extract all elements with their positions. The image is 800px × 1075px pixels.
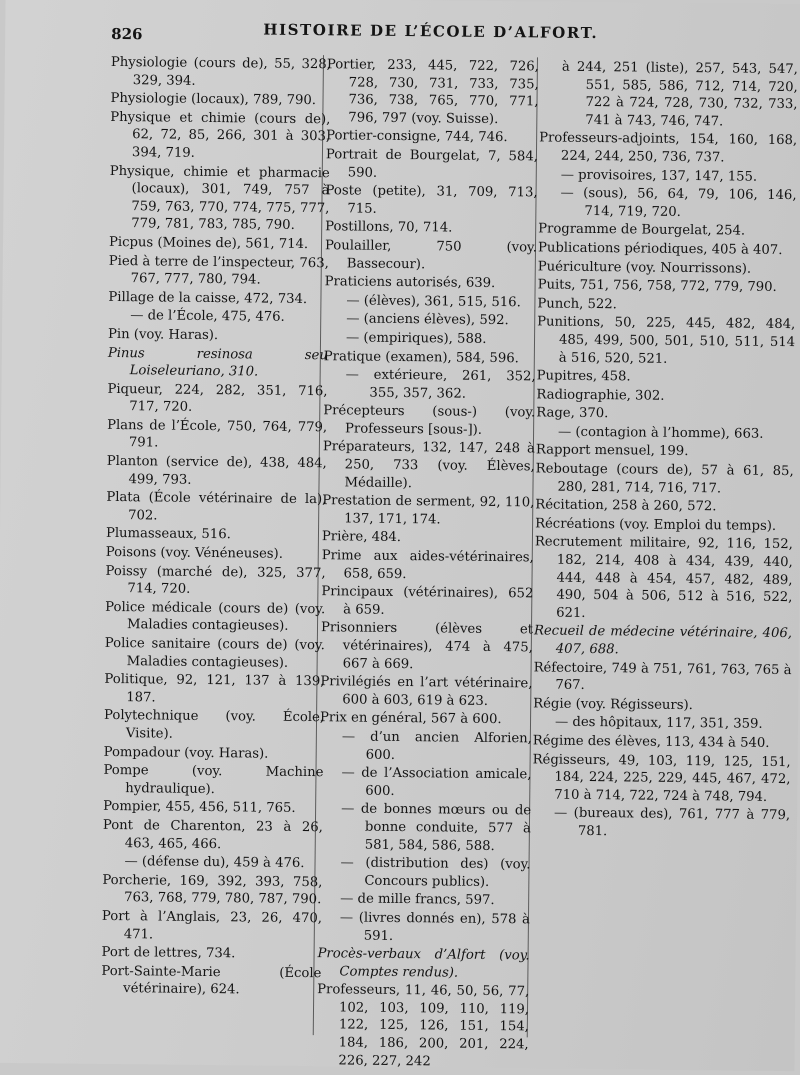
index-entry: Pupitres, 458. [536,368,631,385]
index-subentry: — (défense du), 459 à 476. [124,854,305,872]
index-entry: Portier, 233, 445, 722, 726, 728, 730, 731, 733, 735, 736, 738, 765, 770, 771, 796, 797 (voy. Suisse). [326,57,539,127]
index-entry: Pin (voy. Haras). [107,326,219,343]
index-subentry: — (élèves), 361, 515, 516. [346,293,521,310]
index-subentry: — de l’École, 475, 476. [130,308,285,326]
index-entry: Prestation de serment, 92, 110, 137, 171, 174. [322,493,535,528]
index-entry: Procès-verbaux d’Alfort (voy. Comptes rendus). [317,946,530,981]
index-entry: Prière, 484. [321,529,402,546]
index-entry: Programme de Bourgelat, 254. [538,221,746,239]
index-entry: Régie (voy. Régisseurs). [533,696,693,713]
index-entry: Plumasseaux, 516. [105,526,231,543]
index-entry: Principaux (vétérinaires), 652 à 659. [321,584,534,618]
page-number: 826 [111,24,143,44]
index-entry: Recrutement militaire, 92, 116, 152, 182, 214, 408 à 434, 439, 440, 444, 448 à 454, 457, 482, 489, 490, 504 à 506, 512 à 516, 522, 621. [534,534,793,621]
index-entry: Physiologie (cours de), 55, 328, 329, 394. [110,54,331,89]
index-entry: Punch, 522. [537,296,617,312]
index-entry: Prisonniers (élèves et vétérinaires), 474 à 475, 667 à 669. [320,620,534,672]
index-subentry: — (livres donnés en), 578 à 591. [339,910,531,944]
index-entry: Physique, chimie et pharmacie (locaux), 301, 749, 757 à 759, 763, 770, 774, 775, 777, 779, 781, 783, 785, 790. [109,163,330,234]
index-entry: Puériculture (voy. Nourrissons). [537,258,752,277]
running-head: HISTOIRE DE L’ÉCOLE D’ALFORT. [263,20,599,43]
index-entry: Prime aux aides-vétérinaires, 658, 659. [321,548,534,582]
index-subentry: — extérieure, 261, 352, 355, 357, 362. [345,367,536,402]
index-entry: Praticiens autorisés, 639. [324,274,496,292]
index-entry: Port à l’Anglais, 23, 26, 470, 471. [101,908,323,942]
index-entry: Pillage de la caisse, 472, 734. [108,289,308,307]
index-entry: Planton (service de), 438, 484, 499, 793. [106,453,327,488]
index-entry: Récitation, 258 à 260, 572. [535,497,717,515]
index-subentry: — (contagion à l’homme), 663. [557,424,764,442]
index-subentry: — provisoires, 137, 147, 155. [560,167,758,185]
index-entry: Pompe (voy. Machine hydraulique). [103,763,324,797]
index-entry: Police sanitaire (cours de) (voy. Maladies contagieuses). [104,635,325,671]
index-entry: Pinus resinosa seu Loiseleuriano, 310. [107,345,328,380]
index-entry: Pied à terre de l’inspecteur, 763, 767, 777, 780, 794. [108,253,329,288]
index-subentry: — (distribution des) (voy. Concours publics). [340,855,531,890]
index-column-3 [532,58,798,843]
index-entry: Prix en général, 567 à 600. [319,710,502,728]
index-entry: Rage, 370. [536,405,609,422]
index-subentry: — de mille francs, 597. [340,891,495,909]
index-entry: Poste (petite), 31, 709, 713, 715. [325,183,538,217]
index-subentry: — des hôpitaux, 117, 351, 359. [554,715,763,733]
index-entry: Piqueur, 224, 282, 351, 716, 717, 720. [107,381,328,416]
index-entry: Pompier, 455, 456, 511, 765. [103,799,296,817]
index-entry: Préparateurs, 132, 147, 248 à 250, 733 (voy. Élèves, Médaille). [322,439,535,491]
index-subentry: à 244, 251 (liste), 257, 543, 547, 551, 585, 586, 712, 714, 720, 722 à 724, 728, 730, 732, 733, 741 à 743, 746, 747. [561,59,798,130]
index-entry: Physiologie (locaux), 789, 790. [110,91,317,109]
index-subentry: — de l’Association amicale, 600. [341,765,532,799]
index-entry: Puits, 751, 756, 758, 772, 779, 790. [537,277,777,296]
index-entry: Punitions, 50, 225, 445, 482, 484, 485, 499, 500, 501, 510, 511, 514 à 516, 520, 521. [537,314,796,367]
index-entry: Privilégiés en l’art vétérinaire, 600 à 603, 619 à 623. [320,674,533,709]
index-entry: Plans de l’École, 750, 764, 779, 791. [107,417,328,451]
index-entry: Reboutage (cours de), 57 à 61, 85, 280, 281, 714, 716, 717. [535,461,794,497]
index-entry: Polytechnique (voy. École, Visite). [103,708,325,742]
index-entry: Poisons (voy. Vénéneuses). [105,544,284,562]
index-entry: Physique et chimie (cours de), 62, 72, 85, 266, 301 à 303, 394, 719. [110,109,331,161]
index-subentry: — (bureaux des), 761, 777 à 779, 781. [553,805,791,840]
index-entry: Rapport mensuel, 199. [535,442,689,460]
index-entry: Radiographie, 302. [536,387,665,404]
index-entry: Porcherie, 169, 392, 393, 758, 763, 768, 779, 780, 787, 790. [102,872,323,908]
index-entry: Professeurs, 11, 46, 50, 56, 77, 102, 103, 109, 110, 119, 122, 125, 126, 151, 154, 184, 186, 200, 201, 224, 226, 227, 242 [317,982,530,1070]
index-entry: Régisseurs, 49, 103, 119, 125, 151, 184, 224, 225, 229, 445, 467, 472, 710 à 714, 722, 724 à 748, 794. [532,751,791,805]
index-subentry: — (sous), 56, 64, 79, 106, 146, 714, 719, 720. [560,185,797,220]
index-entry: Pratique (examen), 584, 596. [323,348,519,366]
index-entry: Politique, 92, 121, 137 à 139, 187. [104,672,325,706]
index-subentry: — d’un ancien Alforien, 600. [341,729,532,763]
index-entry: Publications périodiques, 405 à 407. [537,240,783,258]
index-entry: Poulailler, 750 (voy. Bassecour). [324,238,538,272]
index-entry: Plata (École vétérinaire de la), 702. [106,490,327,524]
index-entry: Pont de Charenton, 23 à 26, 463, 465, 466. [102,817,323,852]
index-subentry: — (empiriques), 588. [345,330,487,347]
index-entry: Recueil de médecine vétérinaire, 406, 407, 688. [533,623,793,658]
index-entry: Police médicale (cours de) (voy. Maladies contagieuses). [105,599,326,635]
index-entry: Précepteurs (sous-) (voy. Professeurs [sous-]). [323,403,536,438]
index-subentry: — de bonnes mœurs ou de bonne conduite, 577 à 581, 584, 586, 588. [341,801,532,854]
index-entry: Récréations (voy. Emploi du temps). [535,516,777,534]
index-entry: Professeurs-adjoints, 154, 160, 168, 224, 244, 250, 736, 737. [539,130,798,166]
index-entry: Réfectoire, 749 à 751, 761, 763, 765 à 767. [533,660,792,694]
index-subentry: — (anciens élèves), 592. [346,311,509,329]
index-entry: Poissy (marché de), 325, 377, 714, 720. [105,563,326,598]
index-entry: Portrait de Bourgelat, 7, 584, 590. [325,147,539,181]
index-entry: Port de lettres, 734. [101,944,236,962]
index-entry: Portier-consigne, 744, 746. [326,128,508,146]
index-column-2 [316,56,539,1072]
index-entry: Régime des élèves, 113, 434 à 540. [532,733,770,751]
index-entry: Port-Sainte-Marie (École vétérinaire), 624. [101,963,322,998]
index-column-1 [101,54,331,1001]
index-entry: Postillons, 70, 714. [325,219,453,236]
index-entry: Pompadour (voy. Haras). [103,744,269,762]
index-entry: Picpus (Moines de), 561, 714. [108,234,309,252]
